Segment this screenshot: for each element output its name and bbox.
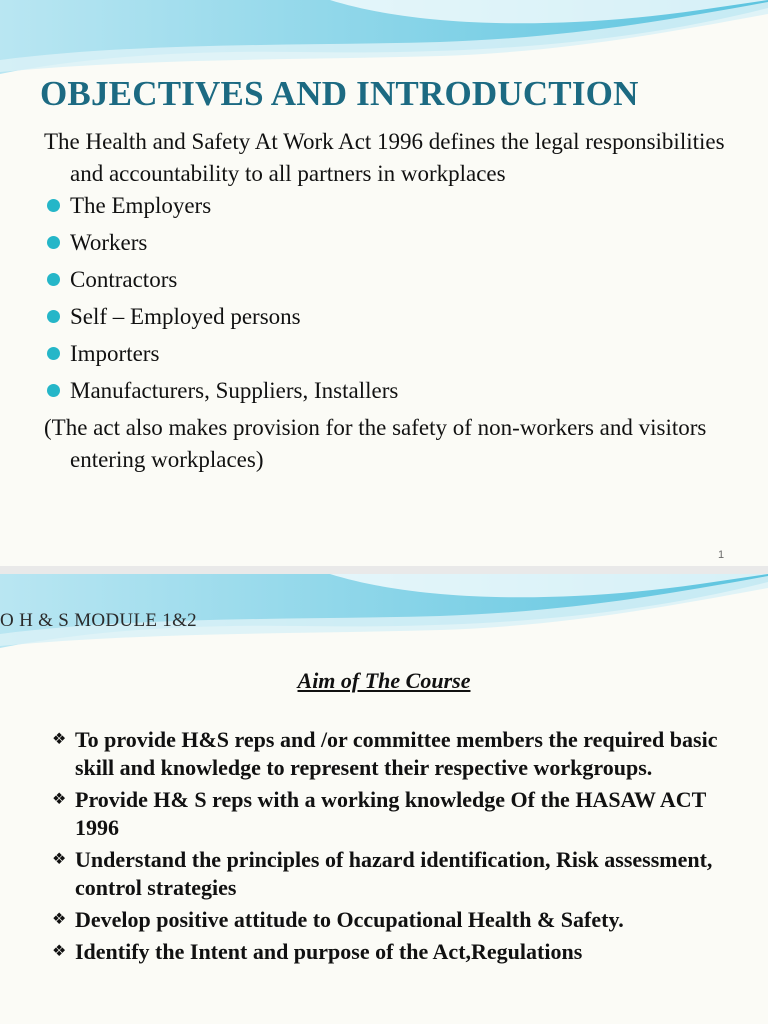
- slide-subtitle: Aim of The Course: [297, 668, 471, 693]
- list-item: ❖ Provide H& S reps with a working knowledge Of the HASAW ACT 1996: [52, 787, 706, 840]
- bullet-icon: [47, 236, 60, 249]
- list-item: ❖ To provide H&S reps and /or committee members the required basic skill and knowledge to represent their respective workgroups.: [52, 727, 718, 780]
- list-item: Importers: [44, 338, 744, 375]
- list-item: The Employers: [44, 190, 744, 227]
- diamond-bullet-icon: ❖: [52, 851, 67, 868]
- partner-list: [44, 190, 744, 412]
- list-item: Self – Employed persons: [44, 301, 744, 338]
- list-item: ❖ Identify the Intent and purpose of the Act,Regulations: [52, 939, 583, 964]
- bullet-icon: [47, 310, 60, 323]
- slide-title: O H & S MODULE 1&2: [0, 610, 197, 631]
- aims-list: [52, 726, 752, 970]
- bullet-icon: [47, 347, 60, 360]
- list-item: Contractors: [44, 264, 744, 301]
- diamond-bullet-icon: ❖: [52, 731, 67, 748]
- slide-separator: [0, 566, 768, 574]
- diamond-bullet-icon: ❖: [52, 943, 67, 960]
- slide-title: OBJECTIVES AND INTRODUCTION: [40, 74, 639, 113]
- bullet-icon: [47, 384, 60, 397]
- list-item: ❖ Develop positive attitude to Occupational Health & Safety.: [52, 907, 624, 932]
- list-item: Manufacturers, Suppliers, Installers: [44, 375, 744, 412]
- slide-2: [0, 574, 768, 1024]
- page-number: 1: [718, 549, 725, 561]
- list-item: Workers: [44, 227, 744, 264]
- diamond-bullet-icon: ❖: [52, 791, 67, 808]
- list-item: ❖ Understand the principles of hazard identification, Risk assessment, control strategies: [52, 847, 713, 900]
- bullet-icon: [47, 273, 60, 286]
- bullet-icon: [47, 199, 60, 212]
- note-paragraph: (The act also makes provision for the safety of non-workers and visitors entering workplaces): [44, 415, 707, 472]
- intro-paragraph: The Health and Safety At Work Act 1996 defines the legal responsibilities and accountability to all partners in workplaces: [44, 129, 725, 186]
- diamond-bullet-icon: ❖: [52, 911, 67, 928]
- slide-body: [44, 126, 744, 476]
